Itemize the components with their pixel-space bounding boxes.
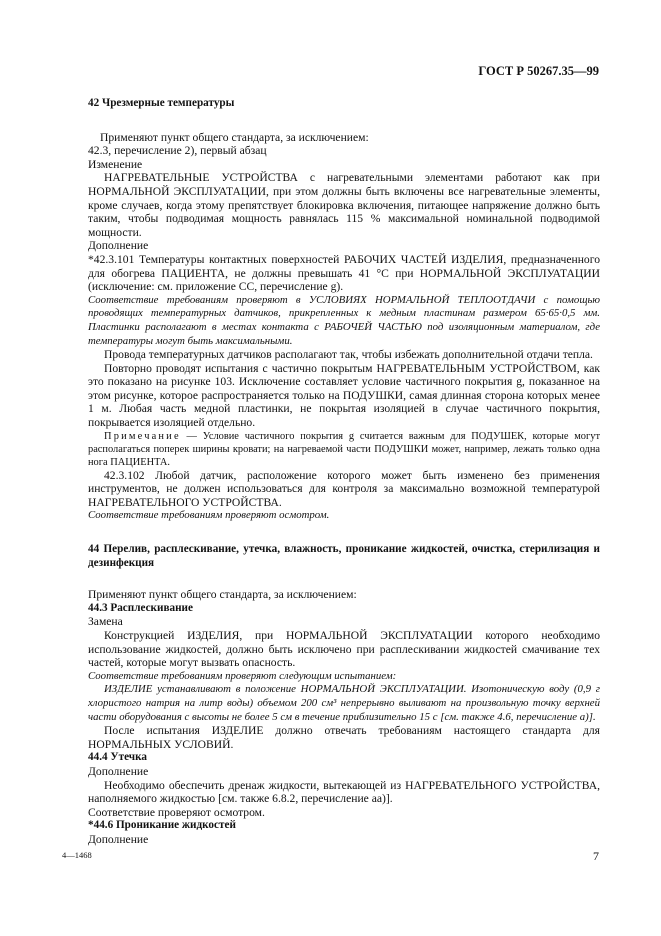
paragraph: 42.3, перечисление 2), первый абзац (88, 144, 267, 158)
print-code: 4—1468 (62, 850, 92, 860)
paragraph: Соответствие проверяют осмотром. (88, 805, 265, 819)
paragraph: Необходимо обеспечить дренаж жидкости, вытекающей из НАГРЕВАТЕЛЬНОГО УСТРОЙСТВА, наполняемого жидкостью [см. также 6.8.2, перечисление аа)]. (88, 778, 600, 806)
page-number: 7 (593, 849, 599, 863)
paragraph: Изменение (88, 157, 143, 171)
paragraph: Применяют пункт общего стандарта, за исключением: (88, 588, 357, 602)
paragraph: *42.3.101 Температуры контактных поверхностей РАБОЧИХ ЧАСТЕЙ ИЗДЕЛИЯ, предназначенного для обогрева ПАЦИЕНТА, не должны превышать 41 °С при НОРМАЛЬНОЙ ЭКСПЛУАТАЦИИ (исключение: см. приложение СС, перечисление g). (88, 252, 600, 294)
compliance-paragraph: Соответствие требованиям проверяют в УСЛОВИЯХ НОРМАЛЬНОЙ ТЕПЛООТДАЧИ с помощью проводящих температурных датчиков, прикрепленных к медным пластинам размером 65·65·0,5 мм. Пластинки располагают в местах контакта с РАБОЧЕЙ ЧАСТЬЮ под изоляционным материалом, где температуры могут быть максимальными. (88, 293, 600, 347)
paragraph: Конструкцией ИЗДЕЛИЯ, при НОРМАЛЬНОЙ ЭКСПЛУАТАЦИИ которого необходимо использование жидкостей, должно быть исключено при расплескивании жидкостей смачивание тех частей, которые могут вызвать опасность. (88, 629, 600, 670)
note-label: Примечание (104, 430, 181, 442)
test-paragraph: ИЗДЕЛИЕ устанавливают в положение НОРМАЛЬНОЙ ЭКСПЛУАТАЦИИ. Изотоническую воду (0,9 г хлористого натрия на литр воды) объемом 200 см³ непрерывно выливают на произвольную точку верхней части оборудования с высоты не более 5 см в течение приблизительно 15 с [см. также 4.6, перечисление а)]. (88, 683, 600, 723)
paragraph: Дополнение (88, 239, 149, 253)
paragraph: После испытания ИЗДЕЛИЕ должно отвечать требованиям настоящего стандарта для НОРМАЛЬНЫХ УСЛОВИЙ. (88, 724, 600, 751)
compliance-paragraph: Соответствие требованиям проверяют следующим испытанием: (88, 669, 397, 682)
compliance-paragraph: Соответствие требованиям проверяют осмотром. (88, 509, 330, 522)
standard-header: ГОСТ Р 50267.35—99 (478, 64, 599, 78)
subsection-44-3-title: 44.3 Расплескивание (88, 601, 193, 614)
subsection-44-4-title: 44.4 Утечка (88, 751, 147, 764)
note (88, 430, 600, 469)
paragraph: Применяют пункт общего стандарта, за исключением: (100, 130, 369, 144)
paragraph: 42.3.102 Любой датчик, расположение которого может быть изменено без применения инструментов, не должен использоваться для контроля за максимально возможной температурой НАГРЕВАТЕЛЬНОГО УСТРОЙСТВА. (88, 468, 600, 509)
paragraph: Дополнение (88, 764, 149, 778)
note-text: — Условие частичного покрытия g считается важным для ПОДУШЕК, которые могут располагаться поперек ширины кровати; на нагреваемой части ПОДУШКИ может, например, лежать только одна нога ПАЦИЕНТА. (88, 430, 600, 468)
paragraph: Дополнение (88, 832, 149, 846)
paragraph: Повторно проводят испытания с частично покрытым НАГРЕВАТЕЛЬНЫМ УСТРОЙСТВОМ, как это показано на рисунке 103. Исключение составляет условие частичного покрытия g, показанное на этом рисунке, которое распространяется только на ПОДУШКИ, самая длинная сторона которых менее 1 м. Любая часть медной пластинки, не покрытая изоляцией в случае частичного покрытия, покрывается изоляцией отдельно. (88, 361, 600, 430)
section-44-title: 44 Перелив, расплескивание, утечка, влажность, проникание жидкостей, очистка, стерилизация и дезинфекция (88, 543, 600, 569)
page-body (88, 97, 600, 847)
paragraph: Замена (88, 615, 123, 629)
paragraph: Провода температурных датчиков располагают так, чтобы избежать дополнительной отдачи тепла. (104, 348, 593, 362)
subsection-44-6-title: *44.6 Проникание жидкостей (88, 819, 236, 832)
paragraph: НАГРЕВАТЕЛЬНЫЕ УСТРОЙСТВА с нагревательными элементами работают как при НОРМАЛЬНОЙ ЭКСПЛУАТАЦИИ, при этом должны быть включены все нагревательные элементы, кроме случаев, когда этому препятствует блокировка включения, питающее напряжение должно быть таким, чтобы подводимая мощность равнялась 115 % максимальной номинальной подводимой мощности. (88, 171, 600, 239)
section-42-title: 42 Чрезмерные температуры (88, 97, 235, 109)
